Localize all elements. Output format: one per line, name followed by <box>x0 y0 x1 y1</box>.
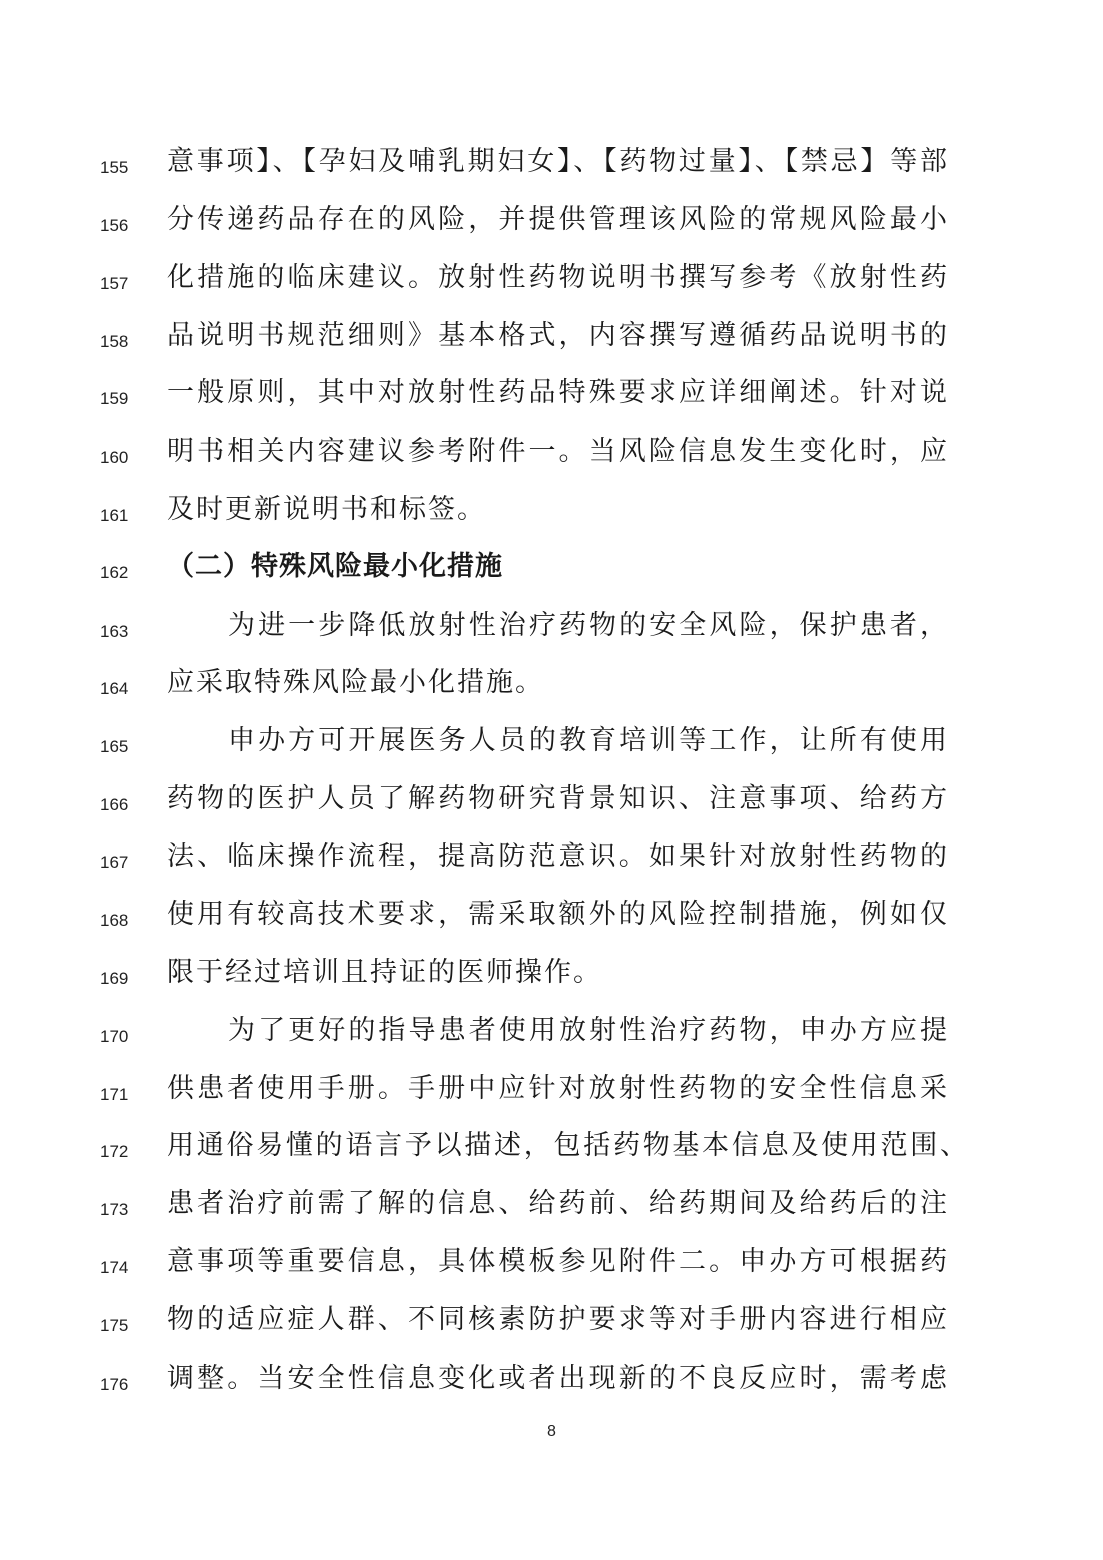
line-number: 156 <box>100 216 129 235</box>
text-line <box>0 490 1103 548</box>
line-text: 及时更新说明书和标签。 <box>167 494 486 525</box>
text-line <box>0 1069 1103 1127</box>
text-line <box>0 373 1103 431</box>
line-number: 162 <box>100 563 129 582</box>
text-line <box>0 837 1103 895</box>
text-line <box>0 663 1103 721</box>
line-text: 化措施的临床建议。放射性药物说明书撰写参考《放射性药 <box>167 262 947 293</box>
text-line <box>0 258 1103 316</box>
text-line <box>0 1359 1103 1417</box>
line-text: 意事项】、【孕妇及哺乳期妇女】、【药物过量】、【禁忌】等部 <box>167 146 947 177</box>
line-number: 169 <box>100 969 129 988</box>
page-number: 8 <box>547 1423 556 1440</box>
line-text: 药物的医护人员了解药物研究背景知识、注意事项、给药方 <box>167 783 947 814</box>
text-line <box>0 200 1103 258</box>
line-number: 160 <box>100 448 129 467</box>
line-text: 一般原则，其中对放射性药品特殊要求应详细阐述。针对说 <box>167 377 947 408</box>
text-line <box>0 316 1103 374</box>
line-number: 163 <box>100 622 129 641</box>
text-line <box>0 1011 1103 1069</box>
line-text: 分传递药品存在的风险，并提供管理该风险的常规风险最小 <box>167 204 947 235</box>
text-line <box>0 432 1103 490</box>
text-line <box>0 1242 1103 1300</box>
line-number: 158 <box>100 332 129 351</box>
line-number: 176 <box>100 1375 129 1394</box>
text-line <box>0 953 1103 1011</box>
line-text: 为进一步降低放射性治疗药物的安全风险，保护患者， <box>228 610 947 641</box>
line-number: 168 <box>100 911 129 930</box>
line-text: 供患者使用手册。手册中应针对放射性药物的安全性信息采 <box>167 1073 947 1104</box>
text-line <box>0 779 1103 837</box>
line-text: 应采取特殊风险最小化措施。 <box>167 667 544 698</box>
section-heading: （二）特殊风险最小化措施 <box>167 551 503 582</box>
line-number: 173 <box>100 1200 129 1219</box>
line-number: 171 <box>100 1085 129 1104</box>
line-number: 164 <box>100 679 129 698</box>
line-text: 调整。当安全性信息变化或者出现新的不良反应时，需考虑 <box>167 1363 947 1394</box>
line-text: 明书相关内容建议参考附件一。当风险信息发生变化时，应 <box>167 436 947 467</box>
line-number: 172 <box>100 1142 129 1161</box>
line-number: 174 <box>100 1258 129 1277</box>
line-text: 申办方可开展医务人员的教育培训等工作，让所有使用 <box>228 725 947 756</box>
line-number: 170 <box>100 1027 129 1046</box>
line-number: 155 <box>100 158 129 177</box>
line-number: 166 <box>100 795 129 814</box>
line-text: 用通俗易懂的语言予以描述，包括药物基本信息及使用范围、 <box>167 1130 967 1161</box>
text-line <box>0 1184 1103 1242</box>
line-text: 限于经过培训且持证的医师操作。 <box>167 957 602 988</box>
line-text: 物的适应症人群、不同核素防护要求等对手册内容进行相应 <box>167 1304 947 1335</box>
line-text: 患者治疗前需了解的信息、给药前、给药期间及给药后的注 <box>167 1188 947 1219</box>
line-number: 161 <box>100 506 129 525</box>
line-number: 167 <box>100 853 129 872</box>
line-number: 157 <box>100 274 129 293</box>
line-text: 意事项等重要信息，具体模板参见附件二。申办方可根据药 <box>167 1246 947 1277</box>
text-line <box>0 1300 1103 1358</box>
section-heading-line <box>0 547 1103 605</box>
text-line <box>0 895 1103 953</box>
line-text: 法、临床操作流程，提高防范意识。如果针对放射性药物的 <box>167 841 947 872</box>
line-text: 品说明书规范细则》基本格式，内容撰写遵循药品说明书的 <box>167 320 947 351</box>
text-line <box>0 721 1103 779</box>
text-line <box>0 142 1103 200</box>
text-line <box>0 1126 1103 1184</box>
line-number: 159 <box>100 389 129 408</box>
text-line <box>0 606 1103 664</box>
line-number: 175 <box>100 1316 129 1335</box>
line-number: 165 <box>100 737 129 756</box>
line-text: 使用有较高技术要求，需采取额外的风险控制措施，例如仅 <box>167 899 947 930</box>
line-text: 为了更好的指导患者使用放射性治疗药物，申办方应提 <box>228 1015 947 1046</box>
